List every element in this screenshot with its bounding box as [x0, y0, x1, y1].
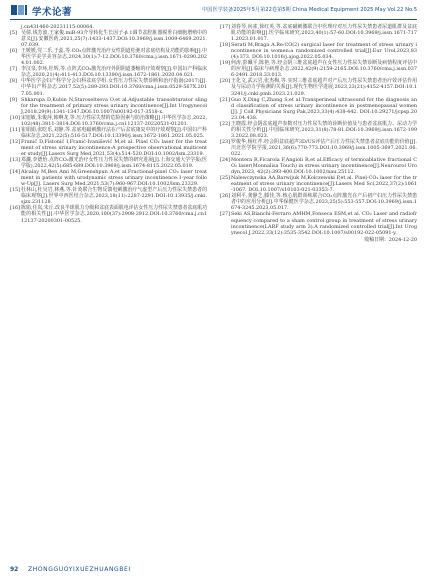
- reference-text: Guo X,Ding C,Zhang S,et al.Transperineal ultrasound for the diagnosis and classification of stress urinary incontinence in postmenopausal women[J]. J Coll Physicians Surg Pak,2023,33(4):438-442. DOI:10.29271/jcpsp.2023.04.438.: [231, 96, 417, 121]
- journal-info: 中国医学装备2025年5月第22卷第5期 China Medical Equipment 2025 May Vol.22 No.5: [202, 7, 417, 13]
- references-right-column: [220, 24, 417, 243]
- reference-text: 王晓霞.经会阴盆底超声参数对压力性尿失禁的诊断价值及与患者盆底肌力、尿动力学的相关性分析[J].中国临床研究,2023,31(8):78-81.DOI:10.3969/j.issn.1672-1993.2022.08.023.: [231, 120, 417, 139]
- reference-text: 中华医学会妇产科学分会妇科盆底学组.女性压力性尿失禁诊断和治疗指南(2017)[J].中华妇产科杂志,2017,52(5):289-293.DOI:10.3760/cma.j.issn.0529-567X.2017.05.001.: [21, 78, 207, 97]
- reference-item: [220, 121, 417, 139]
- reference-item: [10, 97, 207, 115]
- reference-text: 宋旭敏,朱俊萍,韩啊龙,等.压力性尿失禁的危险因素与防治策略[J].中华医学杂志,2022,102(48):3811-3814.DOI:10.3760/cma.j.cn112137-20220531-01201.: [21, 114, 207, 127]
- reference-number: [5]: [10, 30, 17, 37]
- reference-number: [13]: [10, 157, 21, 164]
- reference-item: [10, 205, 207, 223]
- reference-item: [10, 48, 207, 66]
- reference-item: [220, 24, 417, 42]
- reference-text: 陈娟,任岚,朱丘.改良半球肌力分级和盆底表面肌电评估女性压力性尿失禁患者盆底肌功能的相关性[J].中华医学杂志,2020,100(37):2908-2912.DOI:10.3760/cma.j.cn112137-20200301-00525.: [21, 205, 207, 224]
- reference-number: [20]: [220, 78, 231, 85]
- reference-number: [15]: [10, 187, 21, 194]
- reference-item: [220, 97, 417, 121]
- reference-text: 邓濂,李德怡.点阵CO₂激光治疗女性压力性尿失禁的研究进展[J].上海交通大学学报(医学版),2022,42(5):685-689.DOI:10.3969/j.issn.1674-8115.2022.05.019.: [21, 157, 207, 170]
- reference-text: 王化文,武云岩,张杰梅,等.实时三维盆底超声对产后压力性尿失禁患者治疗效评估作用及与尿动力学检测的关系[J].现代生物医学进展,2023,23(21):4152-4157.DOI:10.13241/j.cnki.pmb.2023.21.029.: [231, 78, 417, 97]
- reference-number: [10]: [10, 114, 21, 121]
- section-title: 学术论著: [32, 7, 73, 18]
- reference-number: [21]: [220, 96, 231, 103]
- reference-item: [10, 115, 207, 127]
- reference-text: 罗俊华,杨红芹.经会阴盆底超声3D/US评估产后压力性尿失禁患者盆底功能的价值[J].川北医学院学报,2021,36(6):770-773.DOI:10.3969/j.issn.1005-3697.2021.06.022.: [231, 138, 417, 157]
- received-date: 收稿日期：2024-12-20: [364, 236, 417, 243]
- reference-text: Shkarupa D,Kubin N,Staroseltseva O,et al.Adjustable transobturator sling for the treatment of primary stress urinary incontinence[J].Int Urogynecol J,2018,29(9):1341-1347.DOI:10.1007/s00192-017-3518-x.: [21, 96, 207, 115]
- reference-item: [10, 187, 207, 205]
- reference-number: [9]: [10, 96, 17, 103]
- reference-text: 刘春琴,向雀,徐红英,等.盆底磁刺激联合中医理疗对压力性尿失禁患者尿道肌群及盆底肌功能的影响[J].医学临床研究,2023,40(1):57-60.DOI:10.3969/j.issn.1671-7171.2023.01.017.: [231, 24, 417, 43]
- reference-item: [220, 193, 417, 211]
- reference-item: [10, 66, 207, 78]
- reference-item: [220, 139, 417, 157]
- reference-item: [220, 175, 417, 193]
- reference-text: 刘利平,龚静芝,滕佳,等.核心肌群训练联合CO₂点阵激光在产后初产妇压力性尿失禁患者中的应用分析[J].中华保健医学杂志,2023,25(5):553-557.DOI:10.3969/j.issn.1674-3245.2023.05.017.: [231, 193, 417, 212]
- reference-text: 吴倩,钱芳波,王家俊.miR-93介导转化生长因子-β 1调节盆腔脏器脱垂白细胞增殖中的意义[J].安徽医药,2021,25(7):1433-1437.DOI:10.3969/j.issn.1009-6469.2021.07.039.: [21, 30, 207, 49]
- reference-number: [25]: [220, 175, 231, 182]
- reference-number: [27]: [220, 211, 231, 218]
- reference-number: [7]: [10, 66, 17, 73]
- reference-item: [220, 157, 417, 175]
- reference-text: 杜林山,杜吴岩,林燕,等.针灸联合生物反馈电刺激治疗气虚型产后压力性尿失禁患者的临床观察[J].世界中西医结合杂志,2023,18(11):2287-2291.DOI:10.13935/j.cnki.sjzx.231128.: [21, 187, 207, 206]
- reference-number: [8]: [10, 78, 17, 85]
- reference-text: Montera R,Ficarola F,Angioli R,et al.Efficacy of termoablative fractional CO₂ laser(Monnalisa Touch) in stress urinary incontinence[J].Neurourol Urodyn,2023, 42(2):393-400.DOI:10.1002/nau.25112.: [231, 157, 417, 176]
- reference-item: [220, 78, 417, 96]
- reference-text: Seki AS,Bianchi-Ferraro AMHM,Fonseca ESM,et al. CO₂ Laser and radiofrequency compared to a sham control group in treatment of stress urinary incontinence(LARF study arm 3).A randomized controlled trial[J].Int Urogynecol J,2022,33(12):3535-3542.DOI:10.1007/s00192-022-05091-y.: [231, 211, 417, 236]
- reference-number: [23]: [220, 138, 231, 145]
- reference-item: [10, 169, 207, 187]
- reference-number: [26]: [220, 193, 231, 200]
- reference-text: 李汉泉,李环,杜辉,等.点阵式CO₂激光治疗外阴阴道萎缩的疗效观察[J].中国妇产科临床杂志,2020,21(4):411-413.DOI:10.13390/j.issn.1672-1861.2020.04.021.: [21, 66, 207, 79]
- reference-number: [24]: [220, 157, 231, 164]
- reference-text: Serati M,Braga A.Re:CO(2) surgical laser for treatment of stress urinary incontinence in women:a randomized controlled trial[J].Eur Urol,2023,83(4):373. DOI:10.1016/j.ajog.2022.05.034.: [231, 42, 417, 61]
- reference-item: [220, 60, 417, 78]
- reference-number: [17]: [220, 24, 231, 30]
- reference-item: [10, 78, 207, 96]
- reference-item: [10, 139, 207, 157]
- reference-item: [10, 127, 207, 139]
- reference-text: Franić D,Fistonić I,Franić-Ivanišević M,et al. Pixel CO₂ laser for the treatment of stress urinary incontinence:A prospective observational multicenter study[J].Lasers Surg Med,2021,53(4):514-520.DOI:10.1002/lsm.23319.: [21, 138, 207, 157]
- reference-item: [220, 211, 417, 235]
- reference-item: [10, 30, 207, 48]
- reference-number: [14]: [10, 169, 21, 176]
- reference-number: [19]: [220, 60, 231, 67]
- header-divider: [10, 19, 417, 20]
- reference-number: [16]: [10, 205, 21, 212]
- journal-logo-icon: [10, 3, 28, 17]
- reference-item: [220, 42, 417, 60]
- reference-number: [18]: [220, 42, 231, 49]
- reference-text: j.cn431460-20231115-00064.: [21, 24, 94, 30]
- journal-pinyin: ZHONGGUOYIXUEZHUANGBEI: [28, 566, 131, 573]
- reference-number: [11]: [10, 126, 21, 133]
- reference-number: [22]: [220, 120, 231, 127]
- reference-text: Nalewczynska AA,Barwijuk M,Kolczewski P,et al. Pixel-CO₂ laser for the treatment of stress urinary incontinence[J].Lasers Med Sci,2022,37(2):1061-1067. DOI:10.1007/s10103-021-03353-7.: [231, 175, 417, 194]
- reference-number: [6]: [10, 48, 17, 55]
- reference-item: [10, 157, 207, 169]
- reference-text: 王媛媛,党二乐,于蕊,等.CO₂点阵激光治疗女性阴道松弛对盆底结构及功能的影响[J].中华医学美学美容杂志,2024,30(1):7-12.DOI:10.3760/cma.j.issn.1671-0290.2024.01.002.: [21, 48, 207, 67]
- reference-text: 何涛,彭珮平,陈艳,等.经会阴三维盆底超声在女性压力性尿失禁诊断及病情程度评估中的应用[J].临床与病理杂志,2022,42(9):2159-2165.DOI:10.3760/cma.j.issn.0376-2491.2018.33.013.: [231, 60, 417, 79]
- page-number: 92: [10, 566, 19, 573]
- reference-text: Alcalay M,Ben Ami M,Greenshpun A,et al.Fractional-pixel CO₂ laser treatment in patients with urodynamic stress urinary incontinence:1-year follow-Up[J]. Lasers Surg Med,2021,53(7):960-967.DOI:10.1002/lsm.23329.: [21, 169, 207, 188]
- references-left-column: [10, 24, 207, 224]
- reference-number: [12]: [10, 138, 21, 145]
- reference-text: 崔娟娟,张吃乐,刘静,等.盆底电磁刺激疗法在产后盆底康复中的疗效观察[J].中国妇产科临床杂志,2021,22(5):516-517.DOI:10.13390/j.issn.1672-1861.2021.05.025.: [21, 126, 207, 139]
